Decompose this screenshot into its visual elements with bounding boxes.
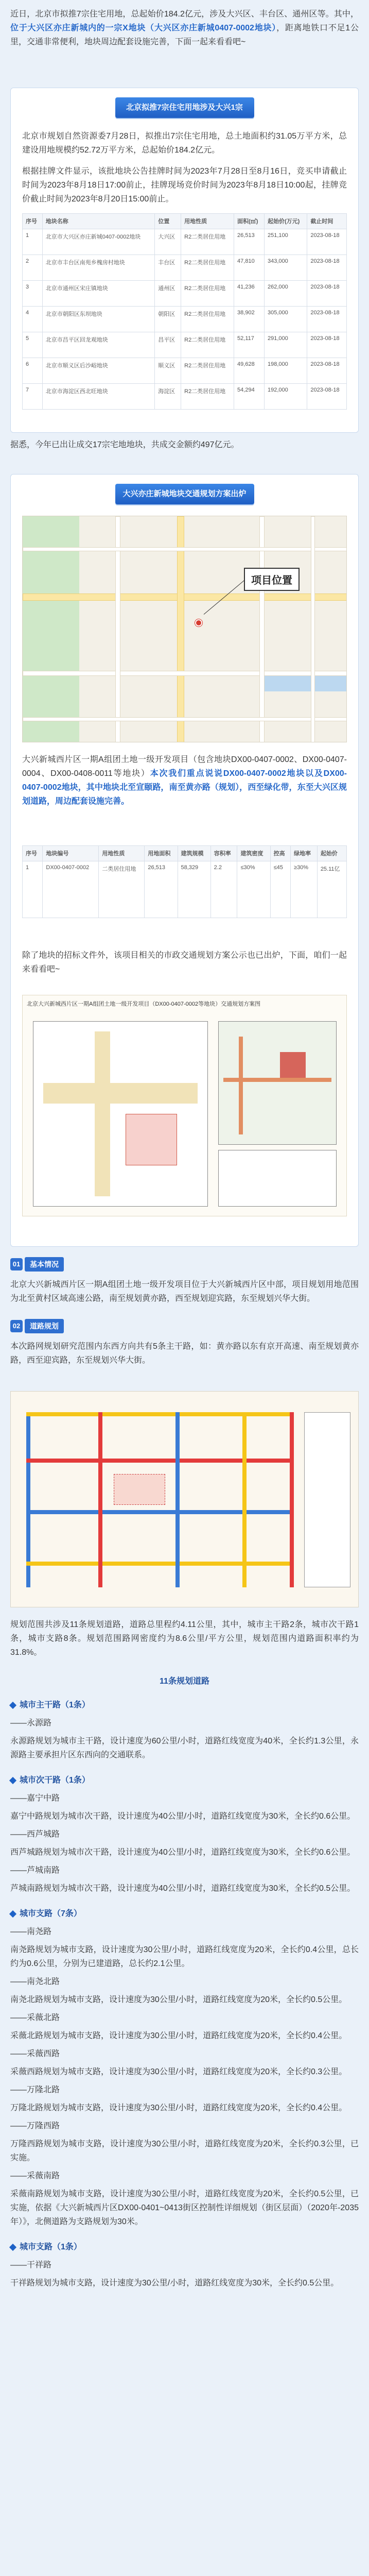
road-desc: 永源路规划为城市主干路，设计速度为60公里/小时，道路红线宽度为40米，全长约1.3公里，永源路主要承担片区东西向的交通联系。 xyxy=(10,1737,359,1759)
plan-title: 北京大兴新城西片区一期A组团土地一级开发项目（DX00-0407-0002等地块）交通规划方案图 xyxy=(27,1001,261,1007)
map-road xyxy=(311,516,315,742)
table-header-row: 序号 地块编号 用地性质 用地面积 建筑规模 容积率 建筑密度 控高 绿地率 起始价 xyxy=(23,846,347,861)
plan-road xyxy=(95,1031,110,1196)
diamond-icon xyxy=(9,2244,16,2251)
table-row: 1 DX00-0407-0002 二类居住用地 26,513 58,329 2.2 ≤30% ≤45 ≥30% 25.11亿 xyxy=(23,861,347,918)
diamond-icon xyxy=(9,1777,16,1784)
section-01-body: 北京大兴新城西片区一期A组团土地一级开发项目位于大兴新城西片区中部，项目规划用地范围为北至黄村区域高速公路，南至规划黄亦路，西至规划迎宾路，东至规划兴华大街。 xyxy=(10,1280,359,1303)
section-number: 02 xyxy=(10,1320,23,1332)
intro-text-end: ，距离地铁口不足1公里，交通非常便利，地块周边配套设施完善，下面一起来看看吧~ xyxy=(10,24,359,46)
plan-road-line xyxy=(26,1412,30,1587)
road-desc: 干祥路规划为城市支路，设计速度为30公里/小时，道路红线宽度为30米，全长约0.5公里。 xyxy=(10,2279,339,2287)
plan-road-line xyxy=(242,1412,247,1587)
section-02-head xyxy=(10,1319,64,1334)
road-name: ——万隆北路 xyxy=(10,2086,60,2094)
plan-road-line xyxy=(26,1510,294,1514)
road-name: ——芦城南路 xyxy=(10,1866,60,1875)
table-row: 3 北京市通州区宋庄镇地块 通州区 R2二类居住用地 41,236 262,000 2023-08-18 xyxy=(23,281,347,307)
section-title: 道路规划 xyxy=(25,1319,64,1333)
map-road xyxy=(23,547,347,551)
plan-road-line xyxy=(26,1459,294,1463)
card-traffic-plan xyxy=(10,474,359,1247)
road-desc: 万隆北路规划为城市支路，设计速度为30公里/小时，道路红线宽度为20米，全长约0.4公里。 xyxy=(10,2104,347,2112)
road-name: ——永源路 xyxy=(10,1719,52,1727)
plan-road-line xyxy=(98,1412,102,1587)
plan-frame xyxy=(33,1021,208,1207)
section-02-body: 本次路网规划研究范围内东西方向共有5条主干路，如：黄亦路以东有京开高速、南至规划黄亦路，西至迎宾路，东至规划兴华大街。 xyxy=(10,1342,359,1365)
table-row: 5 北京市昌平区回龙观地块 昌平区 R2二类居住用地 52,117 291,000 2023-08-18 xyxy=(23,332,347,358)
diamond-icon xyxy=(9,1910,16,1918)
notice-table xyxy=(22,213,347,410)
para-notice-1: 北京市规划自然资源委7月28日，拟推出7宗住宅用地，总土地面积约31.05万平方米，总建设用地规模约52.72万平方米，总起始价184.2亿元。 xyxy=(22,132,347,155)
road-name: ——南尧路 xyxy=(10,1927,52,1936)
location-label: 项目位置 xyxy=(244,568,300,591)
plan-inset-road xyxy=(223,1078,331,1082)
plan-drawing xyxy=(22,995,347,1216)
road-desc: 万隆西路规划为城市支路，设计速度为30公里/小时，道路红线宽度为20米，全长约0.3公里，已实施。 xyxy=(10,2140,359,2162)
section-02-body-2: 规划范围共涉及11条规划道路，道路总里程约4.11公里，其中，城市主干路2条，城市次干路1条，城市支路8条。规划范围路网密度约为8.6公里/平方公里，规划范围内道路面积率约为31.8%。 xyxy=(10,1620,359,1657)
plan-parcel xyxy=(114,1474,165,1505)
table-row: 4 北京市朝阳区东坝地块 朝阳区 R2二类居住用地 38,902 305,000 2023-08-18 xyxy=(23,307,347,332)
para-notice-2: 根据挂牌文件显示，该批地块公告挂牌时间为2023年7月28日至8月16日，竞买申请截止时间为2023年8月18日17:00前止，挂牌现场竞价时间为2023年8月18日10:00起，挂牌竞价截止时间为2023年8月20日15:00前止。 xyxy=(22,167,347,204)
intro-text: 近日，北京市拟推7宗住宅用地，总起始价184.2亿元，涉及大兴区、丰台区、通州区等。其中， xyxy=(10,10,359,19)
section-01-head xyxy=(10,1257,64,1273)
road-desc: 芦城南路规划为城市次干路，设计速度为40公里/小时，道路红线宽度为30米，全长约0.5公里。 xyxy=(10,1884,356,1893)
para-land-desc: 大兴新城西片区一期A组团土地一级开发项目（包含地块DX00-0407-0002、DX00-0407-0004、DX00-0408-0011等地块）本次我们重点说说DX00-0407-0002地块以及DX00-0407-0002地块，其中地块北至宣颐路，南至黄亦路（规划），西至绿化带，东至大兴区规划道路，周边配套设施完善。 xyxy=(22,755,347,806)
road-desc: 采薇西路规划为城市支路，设计速度为30公里/小时，道路红线宽度为20米，全长约0.3公里。 xyxy=(10,2067,347,2076)
map-road xyxy=(23,671,347,676)
road-name: ——万隆西路 xyxy=(10,2122,60,2130)
road-name: ——采薇南路 xyxy=(10,2172,60,2180)
card-land-notice xyxy=(10,88,359,433)
road-caption: 11条规划道路 xyxy=(160,1677,209,1686)
road-group-title: 城市支路（7条） xyxy=(20,1909,82,1918)
plan-road-line xyxy=(290,1412,294,1587)
plan-road-line xyxy=(26,1562,294,1566)
road-name: ——采薇北路 xyxy=(10,2013,60,2022)
road-name: ——嘉宁中路 xyxy=(10,1794,60,1803)
road-group-title: 城市主干路（1条） xyxy=(20,1701,90,1709)
plan-road xyxy=(43,1083,198,1104)
map-road xyxy=(23,594,347,601)
road-desc: 南尧北路规划为城市支路，设计速度为30公里/小时，道路红线宽度为20米，全长约0.5公里。 xyxy=(10,1995,347,2004)
road-desc: 采薇北路规划为城市支路，设计速度为30公里/小时，道路红线宽度为20米，全长约0.4公里。 xyxy=(10,2031,347,2040)
road-name: ——采薇西路 xyxy=(10,2049,60,2058)
road-name: ——西芦城路 xyxy=(10,1830,60,1839)
road-list xyxy=(10,1695,359,2290)
plan-inset-parcel xyxy=(280,1052,306,1078)
plan-road-line xyxy=(175,1412,180,1587)
plan-legend xyxy=(218,1150,337,1207)
table-row: 7 北京市海淀区西北旺地块 海淀区 R2二类居住用地 54,294 192,000 2023-08-18 xyxy=(23,384,347,410)
table-row: 1 北京市大兴区亦庄新城0407-0002地块 大兴区 R2二类居住用地 26,513 251,100 2023-08-18 xyxy=(23,229,347,255)
road-plan-map xyxy=(10,1391,359,1607)
plan-inset xyxy=(218,1021,337,1145)
location-marker-icon xyxy=(195,619,202,626)
plan-road-line xyxy=(26,1412,294,1416)
table-header-row: 序号 地块名称 位置 用地性质 面积(㎡) 起始价(万元) 截止时间 xyxy=(23,214,347,229)
table-row: 6 北京市顺义区后沙峪地块 顺义区 R2二类居住用地 49,628 198,000 2023-08-18 xyxy=(23,358,347,384)
location-map xyxy=(22,516,347,742)
note-1: 据悉，今年已出让成交17宗宅地地块，共成交金额约497亿元。 xyxy=(10,440,239,449)
road-name: ——干祥路 xyxy=(10,2261,52,2269)
intro-highlight: 位于大兴区亦庄新城内的一宗X地块（大兴区亦庄新城0407-0002地块） xyxy=(10,24,277,32)
section-title: 基本情况 xyxy=(25,1257,64,1272)
road-group-title: 城市支路（1条） xyxy=(20,2243,82,2251)
road-desc: 南尧路规划为城市支路，设计速度为30公里/小时，道路红线宽度为20米，全长约0.4公里，总长约为0.6公里，分别为已建道路，总长约2.1公里。 xyxy=(10,1945,359,1968)
table-row: 2 北京市丰台区南苑乡槐房村地块 丰台区 R2二类居住用地 47,810 343,000 2023-08-18 xyxy=(23,255,347,281)
banner-traffic-plan: 大兴亦庄新城地块交通规划方案出炉 xyxy=(115,484,254,504)
plan-inset-road xyxy=(239,1037,243,1134)
plan-land-parcel xyxy=(126,1114,177,1165)
road-group-title: 城市次干路（1条） xyxy=(20,1776,90,1785)
map-road xyxy=(23,717,347,721)
banner-land-notice: 北京拟推7宗住宅用地涉及大兴1宗 xyxy=(115,97,254,118)
plan-legend xyxy=(304,1412,350,1587)
road-name: ——南尧北路 xyxy=(10,1977,60,1986)
road-desc: 西芦城路规划为城市次干路，设计速度为40公里/小时，道路红线宽度为30米，全长约0.6公里。 xyxy=(10,1848,356,1857)
section-number: 01 xyxy=(10,1258,23,1270)
para-intro-plan: 除了地块的招标文件外，该项目相关的市政交通规划方案公示也已出炉，下面，咱们一起来看看吧~ xyxy=(22,951,347,974)
diamond-icon xyxy=(9,1702,16,1709)
road-desc: 采薇南路规划为城市支路，设计速度为30公里/小时，道路红线宽度为20米，全长约0.5公里，已实施，依据《大兴新城西片区DX00-0401~0413街区控制性详细规划（街区层面）（2020年-2035年）》，北侧道路为支路规划为30米。 xyxy=(10,2190,359,2226)
road-desc: 嘉宁中路规划为城市次干路，设计速度为40公里/小时，道路红线宽度为30米，全长约0.6公里。 xyxy=(10,1812,356,1821)
land-table xyxy=(22,845,347,918)
intro xyxy=(10,7,359,49)
